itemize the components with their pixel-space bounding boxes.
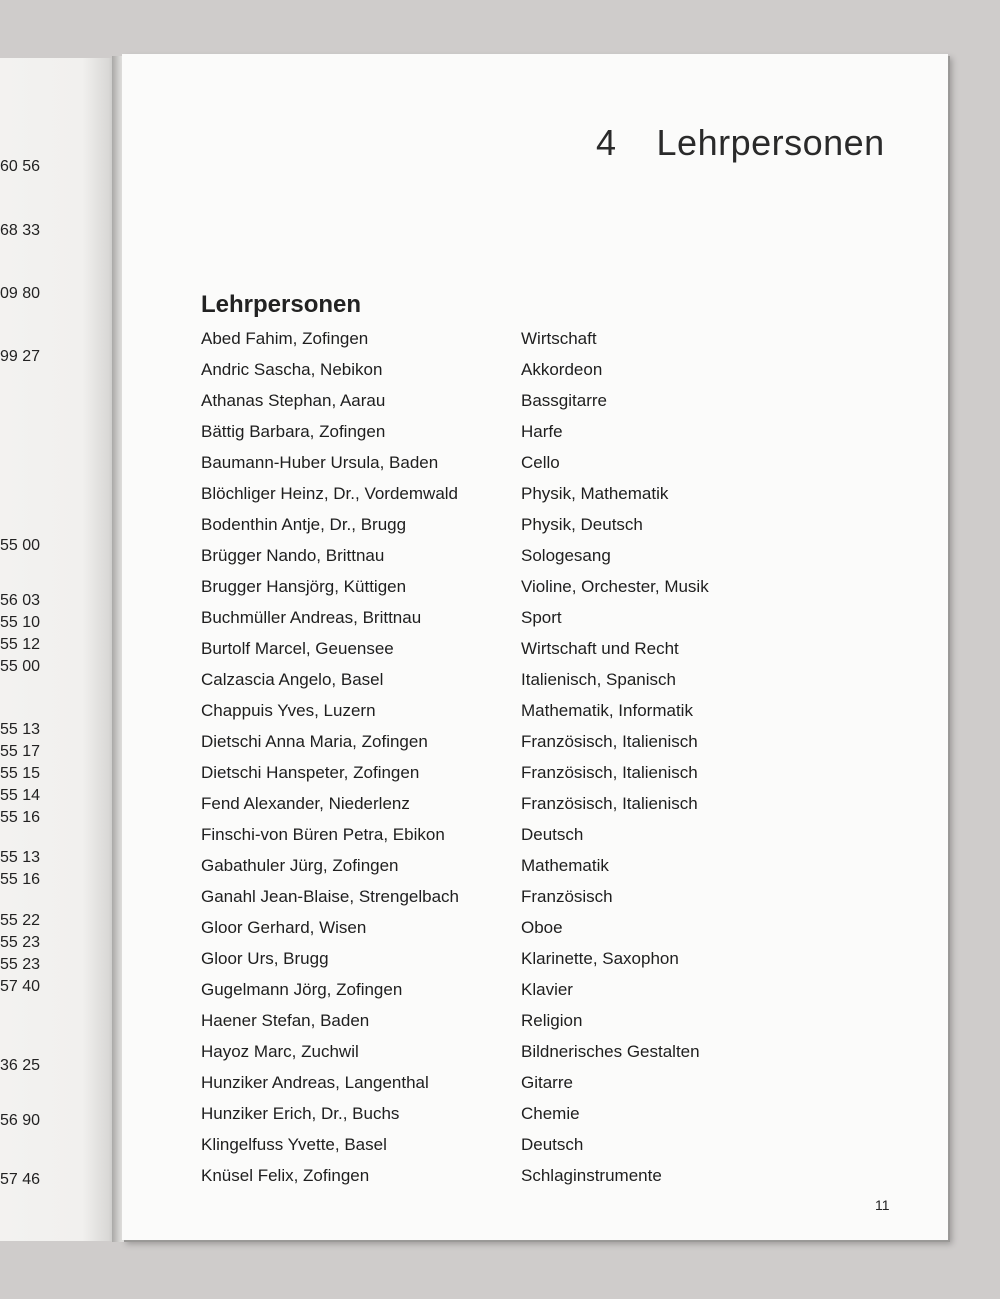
teacher-name: Calzascia Angelo, Basel: [201, 670, 384, 689]
left-page-number: 55 15: [0, 765, 41, 782]
teacher-row: [201, 636, 901, 667]
left-page-number: 68 33: [0, 222, 41, 239]
teacher-row: [201, 1039, 901, 1070]
teacher-subject: Französisch, Italienisch: [521, 763, 698, 782]
teacher-name: Burtolf Marcel, Geuensee: [201, 639, 394, 658]
teacher-subject: Physik, Mathematik: [521, 484, 669, 503]
chapter-number: 4: [596, 122, 617, 163]
teacher-row: [201, 1070, 901, 1101]
teacher-subject: Wirtschaft und Recht: [521, 639, 679, 658]
teacher-subject: Französisch, Italienisch: [521, 794, 698, 813]
teacher-name: Gloor Gerhard, Wisen: [201, 918, 367, 937]
teacher-name: Gloor Urs, Brugg: [201, 949, 329, 968]
left-page-number: 55 00: [0, 537, 41, 554]
left-page-number: 55 12: [0, 636, 41, 653]
teacher-name: Hunziker Erich, Dr., Buchs: [201, 1104, 400, 1123]
teacher-name: Brugger Hansjörg, Küttigen: [201, 577, 407, 596]
left-page-number: 55 16: [0, 809, 41, 826]
left-page-number: 55 13: [0, 721, 41, 738]
teacher-name: Klingelfuss Yvette, Basel: [201, 1135, 387, 1154]
teacher-subject: Harfe: [521, 422, 563, 441]
teacher-row: [201, 1132, 901, 1163]
teacher-subject: Mathematik, Informatik: [521, 701, 693, 720]
teacher-name: Hayoz Marc, Zuchwil: [201, 1042, 359, 1061]
teacher-name: Finschi-von Büren Petra, Ebikon: [201, 825, 445, 844]
teacher-name: Hunziker Andreas, Langenthal: [201, 1073, 429, 1092]
left-page-number: 55 00: [0, 658, 41, 675]
left-page-number: 99 27: [0, 348, 41, 365]
teacher-row: [201, 853, 901, 884]
teacher-row: [201, 791, 901, 822]
teacher-row: [201, 357, 901, 388]
teacher-subject: Französisch: [521, 887, 613, 906]
left-page: [0, 58, 118, 1241]
left-page-number: 55 17: [0, 743, 41, 760]
teacher-name: Blöchliger Heinz, Dr., Vordemwald: [201, 484, 459, 503]
teacher-name: Dietschi Hanspeter, Zofingen: [201, 763, 420, 782]
teacher-name: Abed Fahim, Zofingen: [201, 329, 369, 348]
left-page-number: 36 25: [0, 1057, 41, 1074]
teacher-subject: Physik, Deutsch: [521, 515, 643, 534]
teacher-subject: Violine, Orchester, Musik: [521, 577, 709, 596]
teacher-name: Gugelmann Jörg, Zofingen: [201, 980, 403, 999]
left-page-number: 09 80: [0, 285, 41, 302]
teacher-name: Brügger Nando, Brittnau: [201, 546, 385, 565]
left-page-number: 56 03: [0, 592, 41, 609]
teacher-row: [201, 822, 901, 853]
teacher-row: [201, 884, 901, 915]
teacher-subject: Sport: [521, 608, 562, 627]
teacher-subject: Religion: [521, 1011, 583, 1030]
left-page-number: 55 16: [0, 871, 41, 888]
teacher-subject: Bassgitarre: [521, 391, 607, 410]
teacher-name: Andric Sascha, Nebikon: [201, 360, 383, 379]
teacher-row: [201, 915, 901, 946]
teacher-row: [201, 1101, 901, 1132]
teacher-name: Athanas Stephan, Aarau: [201, 391, 386, 410]
teacher-list: [201, 326, 901, 1194]
left-page-number: 55 14: [0, 787, 41, 804]
left-page-number: 56 90: [0, 1112, 41, 1129]
chapter-title-text: Lehrpersonen: [656, 122, 885, 163]
teacher-row: [201, 729, 901, 760]
teacher-name: Knüsel Felix, Zofingen: [201, 1166, 370, 1185]
page-number: 11: [875, 1197, 890, 1213]
teacher-name: Dietschi Anna Maria, Zofingen: [201, 732, 428, 751]
teacher-row: [201, 977, 901, 1008]
teacher-row: [201, 574, 901, 605]
teacher-subject: Gitarre: [521, 1073, 573, 1092]
left-page-number: 57 40: [0, 978, 41, 995]
left-page-number: 55 22: [0, 912, 41, 929]
teacher-subject: Chemie: [521, 1104, 580, 1123]
teacher-name: Fend Alexander, Niederlenz: [201, 794, 410, 813]
teacher-row: [201, 1008, 901, 1039]
left-page-number: 60 56: [0, 158, 41, 175]
teacher-row: [201, 419, 901, 450]
teacher-row: [201, 388, 901, 419]
teacher-name: Chappuis Yves, Luzern: [201, 701, 376, 720]
teacher-row: [201, 450, 901, 481]
teacher-row: [201, 760, 901, 791]
teacher-row: [201, 605, 901, 636]
teacher-name: Baumann-Huber Ursula, Baden: [201, 453, 439, 472]
teacher-name: Bättig Barbara, Zofingen: [201, 422, 386, 441]
teacher-name: Ganahl Jean-Blaise, Strengelbach: [201, 887, 459, 906]
left-page-number: 57 46: [0, 1171, 41, 1188]
teacher-name: Gabathuler Jürg, Zofingen: [201, 856, 399, 875]
teacher-subject: Französisch, Italienisch: [521, 732, 698, 751]
teacher-subject: Sologesang: [521, 546, 611, 565]
teacher-subject: Italienisch, Spanisch: [521, 670, 676, 689]
teacher-row: [201, 698, 901, 729]
teacher-row: [201, 667, 901, 698]
chapter-title: [596, 122, 885, 164]
teacher-name: Buchmüller Andreas, Brittnau: [201, 608, 422, 627]
teacher-subject: Bildnerisches Gestalten: [521, 1042, 700, 1061]
teacher-row: [201, 1163, 901, 1194]
section-heading: Lehrpersonen: [201, 291, 362, 318]
teacher-subject: Oboe: [521, 918, 563, 937]
teacher-subject: Deutsch: [521, 825, 584, 844]
left-page-number: 55 23: [0, 956, 41, 973]
teacher-row: [201, 326, 901, 357]
teacher-name: Bodenthin Antje, Dr., Brugg: [201, 515, 407, 534]
teacher-subject: Mathematik: [521, 856, 609, 875]
teacher-subject: Schlaginstrumente: [521, 1166, 662, 1185]
teacher-row: [201, 512, 901, 543]
teacher-name: Haener Stefan, Baden: [201, 1011, 370, 1030]
left-page-number: 55 23: [0, 934, 41, 951]
teacher-row: [201, 543, 901, 574]
teacher-subject: Klavier: [521, 980, 573, 999]
teacher-subject: Wirtschaft: [521, 329, 597, 348]
left-page-number: 55 10: [0, 614, 41, 631]
teacher-subject: Akkordeon: [521, 360, 603, 379]
teacher-subject: Deutsch: [521, 1135, 584, 1154]
teacher-row: [201, 481, 901, 512]
teacher-row: [201, 946, 901, 977]
teacher-subject: Klarinette, Saxophon: [521, 949, 679, 968]
left-page-number: 55 13: [0, 849, 41, 866]
teacher-subject: Cello: [521, 453, 560, 472]
